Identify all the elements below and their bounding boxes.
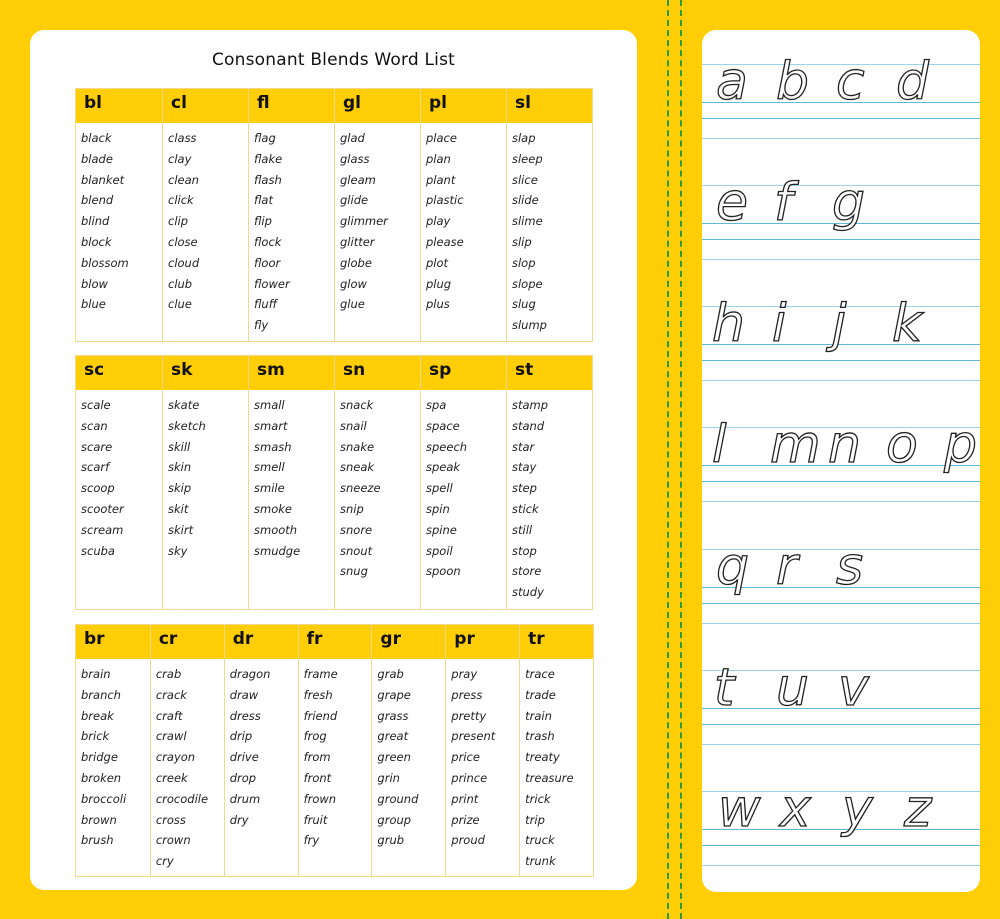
word-item: frame xyxy=(303,667,338,681)
word-item: proud xyxy=(451,833,485,848)
word-item: trace xyxy=(525,667,555,681)
tracing-letter-t: t xyxy=(714,658,735,718)
blend-column-br xyxy=(76,625,150,876)
word-list xyxy=(507,390,592,603)
word-item: scoop xyxy=(81,481,115,496)
tracing-letter-a: a xyxy=(716,52,748,112)
word-item: brush xyxy=(81,833,114,848)
blend-column-sn xyxy=(334,356,420,609)
word-item: plus xyxy=(426,297,450,312)
word-item: blow xyxy=(81,276,108,291)
word-item: slump xyxy=(512,318,547,333)
word-item: snail xyxy=(340,418,367,433)
word-list xyxy=(249,123,334,336)
word-item: slap xyxy=(512,131,536,145)
tracing-letter-v: v xyxy=(838,658,869,718)
word-item: plot xyxy=(426,255,449,270)
word-table-2 xyxy=(75,355,593,610)
word-item: spa xyxy=(426,398,447,412)
word-item: front xyxy=(303,770,332,785)
word-item: stick xyxy=(512,501,539,516)
word-item: great xyxy=(377,729,409,744)
tracing-letter-b: b xyxy=(776,52,810,112)
word-list xyxy=(335,123,420,315)
blend-column-pr xyxy=(445,625,519,876)
blend-header: pl xyxy=(421,89,506,123)
word-item: train xyxy=(525,708,552,723)
blend-column-st xyxy=(506,356,592,609)
blend-column-fr xyxy=(298,625,372,876)
word-item: block xyxy=(81,234,112,249)
word-item: flower xyxy=(254,276,290,291)
word-list xyxy=(372,659,445,851)
word-item: scarf xyxy=(81,460,110,475)
word-item: snack xyxy=(340,398,374,412)
tracing-letter-y: y xyxy=(842,779,873,839)
word-item: globe xyxy=(340,255,372,270)
letter-row xyxy=(702,169,980,259)
word-list xyxy=(335,390,420,582)
word-item: truck xyxy=(525,833,555,848)
word-item: brain xyxy=(81,667,111,681)
word-item: sky xyxy=(168,543,188,558)
word-item: smooth xyxy=(254,522,298,537)
blend-header: tr xyxy=(520,625,593,659)
word-item: step xyxy=(512,481,537,496)
word-item: prince xyxy=(451,770,488,785)
word-item: draw xyxy=(229,687,259,702)
dashed-divider-right xyxy=(680,0,682,919)
word-item: please xyxy=(426,234,464,249)
word-item: club xyxy=(168,276,193,291)
word-item: spoon xyxy=(426,564,461,579)
blend-column-bl xyxy=(76,89,162,341)
guide-line xyxy=(702,623,980,624)
blend-column-sk xyxy=(162,356,248,609)
tracing-letter-o: o xyxy=(886,415,918,475)
blend-header: cr xyxy=(151,625,224,659)
word-item: slime xyxy=(512,214,543,229)
word-item: blend xyxy=(81,193,114,208)
word-item: slug xyxy=(512,297,536,312)
word-list xyxy=(507,123,592,336)
tracing-letter-x: x xyxy=(780,779,811,839)
word-item: present xyxy=(451,729,496,744)
word-item: skate xyxy=(168,398,200,412)
word-list xyxy=(446,659,519,851)
tracing-letter-s: s xyxy=(836,537,864,597)
letter-row xyxy=(702,411,980,501)
word-item: flake xyxy=(254,151,283,166)
word-item: pray xyxy=(451,667,478,681)
word-item: drop xyxy=(229,770,257,785)
word-item: fresh xyxy=(303,687,333,702)
word-item: sleep xyxy=(512,151,543,166)
word-item: skip xyxy=(168,481,192,496)
word-item: glow xyxy=(340,276,367,291)
word-item: blue xyxy=(81,297,106,312)
word-item: study xyxy=(512,585,544,600)
blend-header: dr xyxy=(225,625,298,659)
word-item: skirt xyxy=(168,522,194,537)
blend-column-cl xyxy=(162,89,248,341)
word-item: skill xyxy=(168,439,191,454)
word-item: slop xyxy=(512,255,536,270)
word-item: black xyxy=(81,131,112,145)
blend-header: pr xyxy=(446,625,519,659)
letter-row xyxy=(702,290,980,380)
guide-line xyxy=(702,744,980,745)
word-item: place xyxy=(426,131,457,145)
word-item: speak xyxy=(426,460,461,475)
word-item: small xyxy=(254,398,285,412)
word-item: prize xyxy=(451,812,480,827)
word-item: sneak xyxy=(340,460,375,475)
word-item: smart xyxy=(254,418,288,433)
word-list xyxy=(163,123,248,315)
word-item: frown xyxy=(303,791,337,806)
letter-row xyxy=(702,533,980,623)
word-item: grab xyxy=(377,667,404,681)
blend-column-pl xyxy=(420,89,506,341)
page-title: Consonant Blends Word List xyxy=(211,50,456,70)
blend-header: st xyxy=(507,356,592,390)
word-item: flock xyxy=(254,234,282,249)
word-list xyxy=(151,659,224,872)
word-item: green xyxy=(377,750,411,765)
word-item: plan xyxy=(426,151,451,166)
word-item: fluff xyxy=(254,297,278,312)
tracing-letter-l: l xyxy=(712,415,727,475)
blend-header: sl xyxy=(507,89,592,123)
blend-header: sk xyxy=(163,356,248,390)
dashed-divider-left xyxy=(667,0,669,919)
word-item: flat xyxy=(254,193,273,208)
word-item: trip xyxy=(525,812,545,827)
word-item: snout xyxy=(340,543,373,558)
word-item: smudge xyxy=(254,543,301,558)
word-item: clean xyxy=(168,172,199,187)
blend-column-gr xyxy=(371,625,445,876)
word-item: glass xyxy=(340,151,370,166)
word-item: trick xyxy=(525,791,551,806)
word-item: smoke xyxy=(254,501,292,516)
word-list xyxy=(76,390,162,561)
word-item: break xyxy=(81,708,114,723)
word-item: snake xyxy=(340,439,375,454)
word-item: press xyxy=(451,687,483,702)
tracing-letter-h: h xyxy=(712,294,745,354)
word-item: sneeze xyxy=(340,481,381,496)
word-item: stamp xyxy=(512,398,549,412)
word-item: blind xyxy=(81,214,110,229)
word-item: friend xyxy=(303,708,338,723)
word-item: slip xyxy=(512,234,532,249)
word-list xyxy=(421,390,506,582)
word-item: broken xyxy=(81,770,122,785)
tracing-letter-g: g xyxy=(832,173,866,233)
word-item: frog xyxy=(303,729,327,744)
word-item: crawl xyxy=(155,729,187,744)
word-item: broccoli xyxy=(81,791,127,806)
letter-row xyxy=(702,775,980,865)
guide-line xyxy=(702,865,980,866)
word-item: fry xyxy=(303,833,320,848)
word-list xyxy=(421,123,506,315)
tracing-letter-p: p xyxy=(944,415,978,475)
word-item: floor xyxy=(254,255,281,270)
blend-header: gl xyxy=(335,89,420,123)
word-item: drum xyxy=(229,791,261,806)
word-list xyxy=(163,390,248,561)
word-item: glimmer xyxy=(340,214,388,229)
word-item: cloud xyxy=(168,255,200,270)
word-item: spin xyxy=(426,501,450,516)
word-item: treasure xyxy=(525,770,574,785)
word-item: flash xyxy=(254,172,282,187)
letter-row xyxy=(702,654,980,744)
word-item: clue xyxy=(168,297,192,312)
word-table-1 xyxy=(75,88,593,342)
word-item: clip xyxy=(168,214,189,229)
word-list-panel xyxy=(30,30,637,890)
blend-column-sm xyxy=(248,356,334,609)
word-item: brown xyxy=(81,812,117,827)
blend-header: sn xyxy=(335,356,420,390)
word-item: dress xyxy=(229,708,261,723)
word-item: fruit xyxy=(303,812,328,827)
word-item: fly xyxy=(254,318,269,333)
tracing-letter-c: c xyxy=(836,52,865,112)
word-item: trade xyxy=(525,687,556,702)
tracing-letter-j: j xyxy=(832,294,847,354)
word-item: ground xyxy=(377,791,419,806)
blend-column-tr xyxy=(519,625,593,876)
blend-header: gr xyxy=(372,625,445,659)
word-item: plant xyxy=(426,172,456,187)
guide-line xyxy=(702,259,980,260)
tracing-letter-f: f xyxy=(774,173,793,233)
word-item: smell xyxy=(254,460,285,475)
tracing-letter-m: m xyxy=(770,415,821,475)
word-item: speech xyxy=(426,439,468,454)
word-item: dry xyxy=(229,812,249,827)
word-item: spine xyxy=(426,522,457,537)
word-item: stay xyxy=(512,460,537,475)
tracing-letter-q: q xyxy=(716,537,750,597)
word-item: trash xyxy=(525,729,555,744)
word-list xyxy=(249,390,334,561)
word-item: skin xyxy=(168,460,192,475)
word-list xyxy=(520,659,593,872)
word-item: spell xyxy=(426,481,453,496)
word-item: stop xyxy=(512,543,537,558)
word-item: branch xyxy=(81,687,121,702)
blend-column-sl xyxy=(506,89,592,341)
guide-line xyxy=(702,501,980,502)
word-item: cry xyxy=(155,854,174,869)
word-item: slope xyxy=(512,276,543,291)
blend-header: sp xyxy=(421,356,506,390)
guide-line xyxy=(702,380,980,381)
word-item: scan xyxy=(81,418,108,433)
word-item: creek xyxy=(155,770,188,785)
word-item: still xyxy=(512,522,533,537)
word-item: trunk xyxy=(525,854,556,869)
word-item: flip xyxy=(254,214,272,229)
word-item: smash xyxy=(254,439,292,454)
blend-header: cl xyxy=(163,89,248,123)
word-item: space xyxy=(426,418,460,433)
word-item: spoil xyxy=(426,543,453,558)
word-item: from xyxy=(303,750,331,765)
word-item: plug xyxy=(426,276,452,291)
letter-row xyxy=(702,48,980,138)
word-item: dragon xyxy=(229,667,271,681)
word-item: bridge xyxy=(81,750,118,765)
blend-header: sm xyxy=(249,356,334,390)
tracing-letter-d: d xyxy=(896,52,930,112)
blend-column-sc xyxy=(76,356,162,609)
word-item: treaty xyxy=(525,750,560,765)
blend-header: br xyxy=(76,625,150,659)
tracing-letter-w: w xyxy=(718,779,761,839)
word-item: scare xyxy=(81,439,113,454)
word-item: print xyxy=(451,791,479,806)
word-item: store xyxy=(512,564,542,579)
word-item: close xyxy=(168,234,198,249)
handwriting-practice-panel xyxy=(702,30,980,892)
word-item: craft xyxy=(155,708,183,723)
tracing-letter-r: r xyxy=(776,537,798,597)
word-item: clay xyxy=(168,151,192,166)
word-item: scream xyxy=(81,522,124,537)
word-item: glue xyxy=(340,297,365,312)
blend-column-cr xyxy=(150,625,224,876)
word-item: crocodile xyxy=(155,791,209,806)
tracing-letter-e: e xyxy=(716,173,748,233)
word-item: price xyxy=(451,750,480,765)
word-item: star xyxy=(512,439,535,454)
word-list xyxy=(76,123,162,315)
word-item: crab xyxy=(155,667,182,681)
word-item: scuba xyxy=(81,543,115,558)
guide-line xyxy=(702,138,980,139)
word-item: gleam xyxy=(340,172,376,187)
word-item: grin xyxy=(377,770,400,785)
word-item: brick xyxy=(81,729,110,744)
word-item: play xyxy=(426,214,451,229)
blend-header: bl xyxy=(76,89,162,123)
word-item: group xyxy=(377,812,412,827)
tracing-letter-k: k xyxy=(892,294,923,354)
blend-header: fl xyxy=(249,89,334,123)
word-list xyxy=(225,659,298,830)
tracing-letter-n: n xyxy=(828,415,861,475)
word-item: scale xyxy=(81,398,111,412)
word-item: slice xyxy=(512,172,538,187)
word-item: flag xyxy=(254,131,276,145)
word-item: crayon xyxy=(155,750,196,765)
word-item: class xyxy=(168,131,197,145)
word-item: sketch xyxy=(168,418,206,433)
blend-header: fr xyxy=(299,625,372,659)
blend-column-gl xyxy=(334,89,420,341)
word-item: stand xyxy=(512,418,545,433)
word-list xyxy=(76,659,150,851)
word-item: grass xyxy=(377,708,409,723)
word-item: grub xyxy=(377,833,405,848)
word-item: blade xyxy=(81,151,113,166)
word-list xyxy=(299,659,372,851)
word-item: crown xyxy=(155,833,191,848)
word-item: blanket xyxy=(81,172,125,187)
word-item: snug xyxy=(340,564,368,579)
tracing-letter-u: u xyxy=(776,658,809,718)
word-item: crack xyxy=(155,687,187,702)
tracing-letter-i: i xyxy=(772,294,787,354)
word-item: drive xyxy=(229,750,259,765)
word-item: snip xyxy=(340,501,364,516)
tracing-letter-z: z xyxy=(904,779,932,839)
word-item: blossom xyxy=(81,255,129,270)
blend-column-fl xyxy=(248,89,334,341)
word-item: click xyxy=(168,193,194,208)
word-item: scooter xyxy=(81,501,124,516)
blend-header: sc xyxy=(76,356,162,390)
word-table-3 xyxy=(75,624,594,877)
blend-column-dr xyxy=(224,625,298,876)
word-item: glitter xyxy=(340,234,375,249)
blend-column-sp xyxy=(420,356,506,609)
word-item: grape xyxy=(377,687,411,702)
word-item: cross xyxy=(155,812,186,827)
word-item: skit xyxy=(168,501,189,516)
word-item: plastic xyxy=(426,193,464,208)
word-item: snore xyxy=(340,522,373,537)
word-item: glad xyxy=(340,131,365,145)
word-item: drip xyxy=(229,729,253,744)
word-item: glide xyxy=(340,193,369,208)
word-item: slide xyxy=(512,193,539,208)
word-item: pretty xyxy=(451,708,487,723)
word-item: smile xyxy=(254,481,285,496)
